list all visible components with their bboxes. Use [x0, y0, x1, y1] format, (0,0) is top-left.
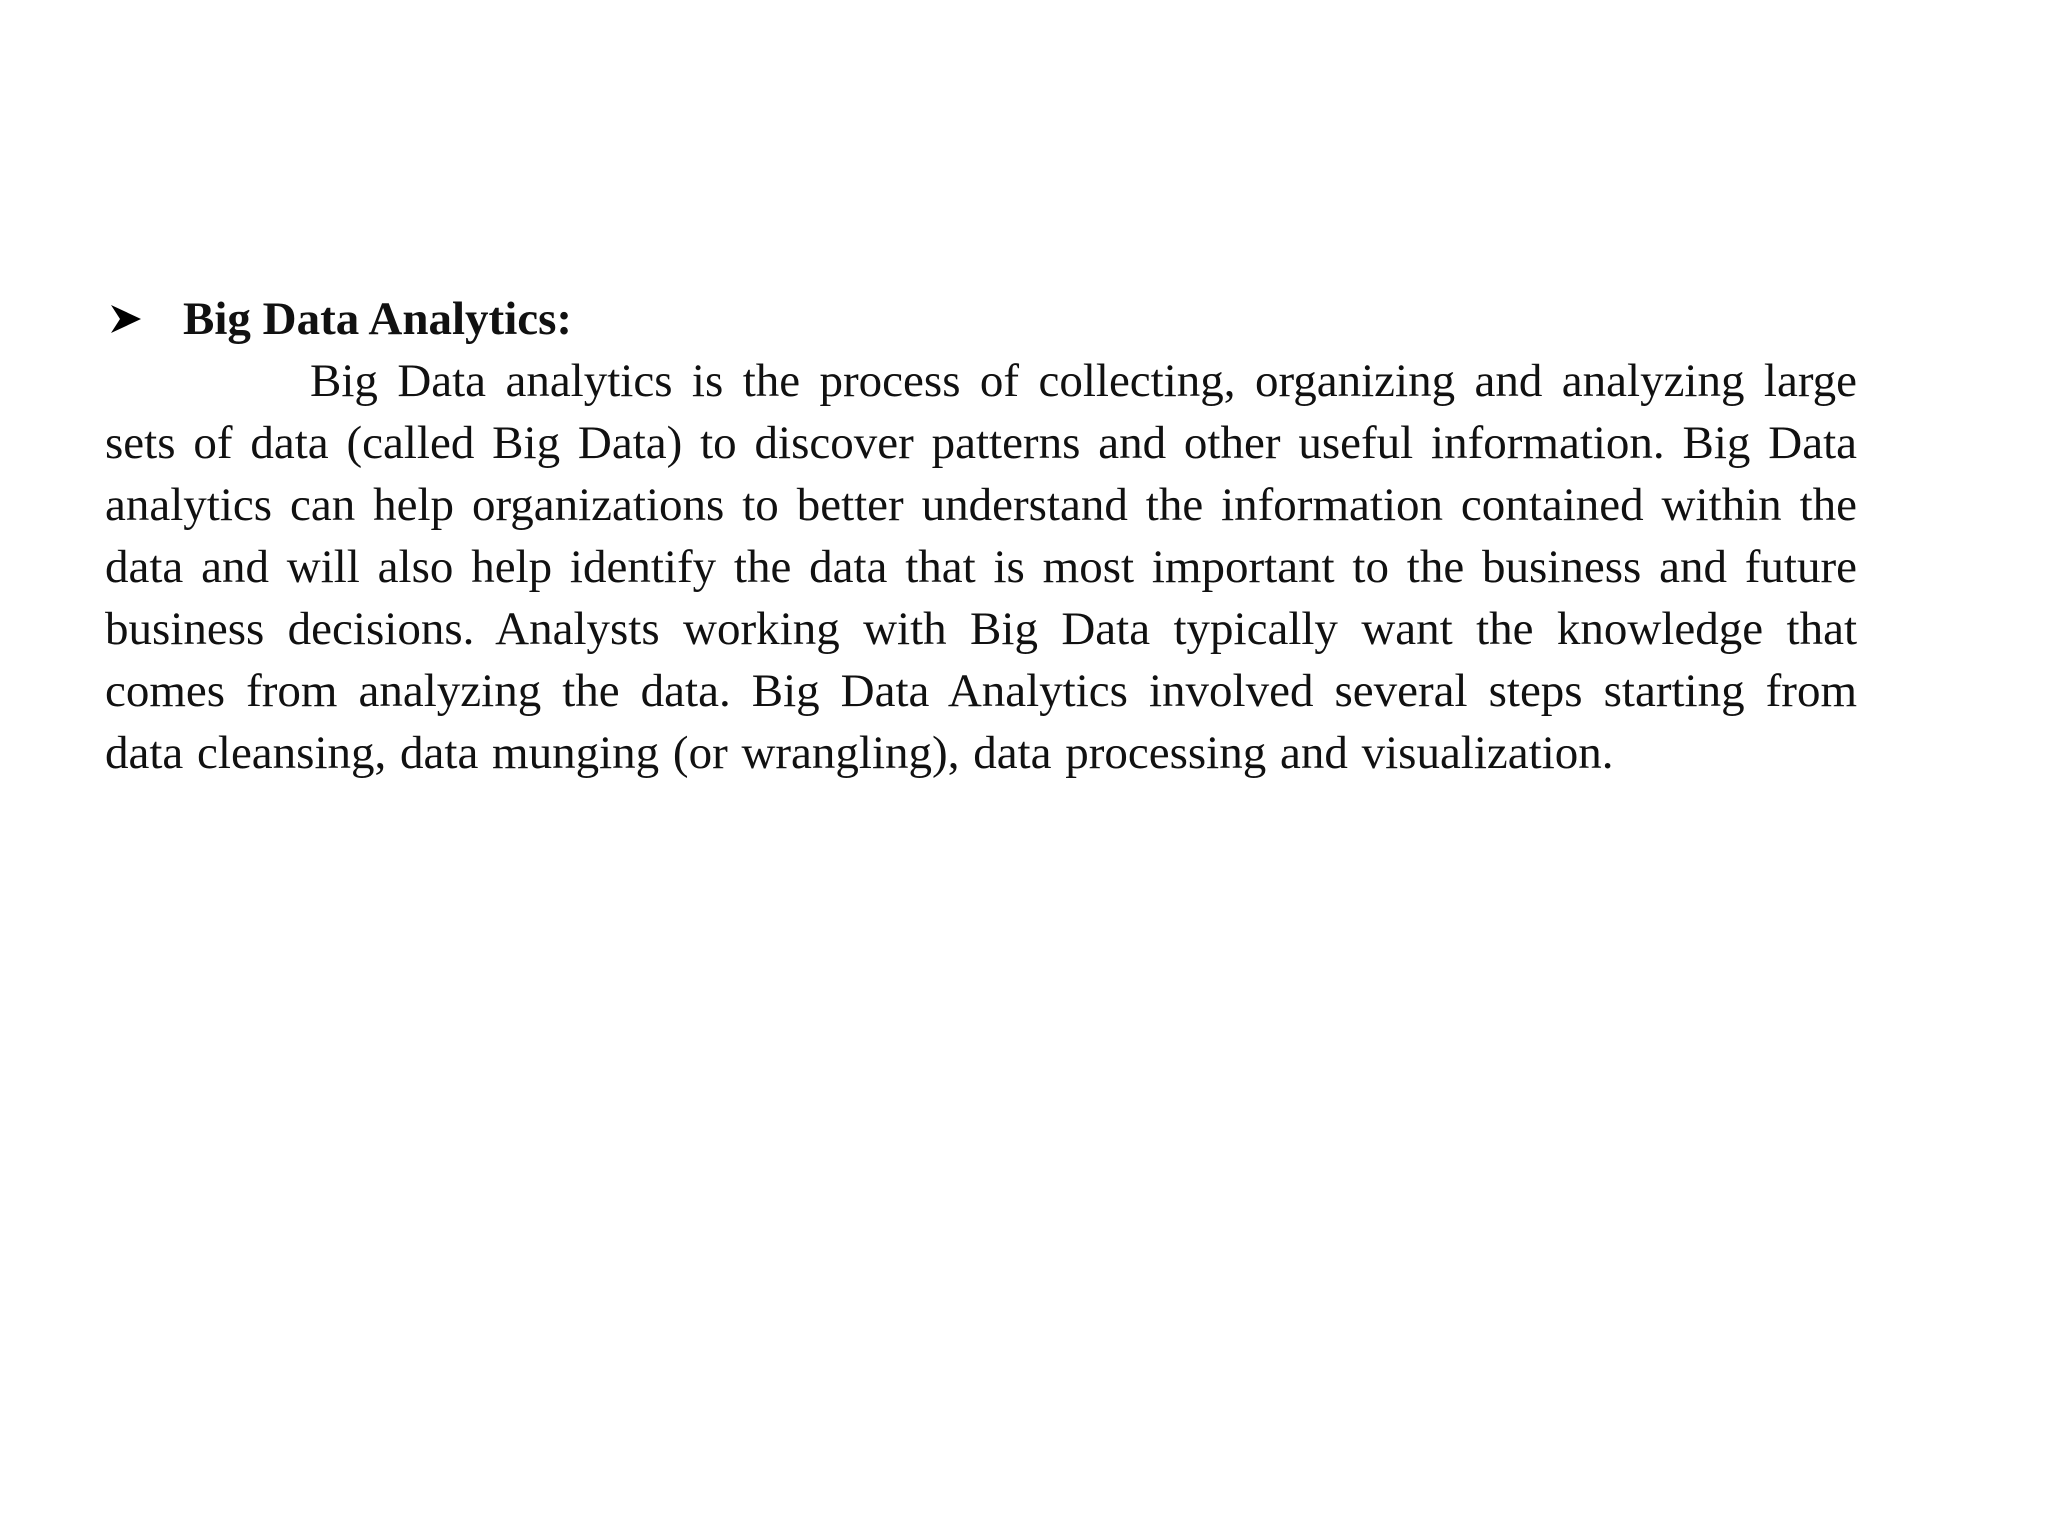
section-heading: Big Data Analytics:	[183, 293, 573, 345]
heading-row	[105, 288, 1857, 350]
big-data-analytics-section	[105, 288, 1857, 784]
arrowhead-bullet-icon	[105, 297, 183, 341]
section-paragraph: Big Data analytics is the process of collecting, organizing and analyzing large sets of data (called Big Data) to discover patterns and other useful information. Big Data analytics can help organizations to better understand the information contained within the data and will also help identify the data that is most important to the business and future business decisions. Analysts working with Big Data typically want the knowledge that comes from analyzing the data. Big Data Analytics involved several steps starting from data cleansing, data munging (or wrangling), data processing and visualization.	[105, 355, 1857, 779]
